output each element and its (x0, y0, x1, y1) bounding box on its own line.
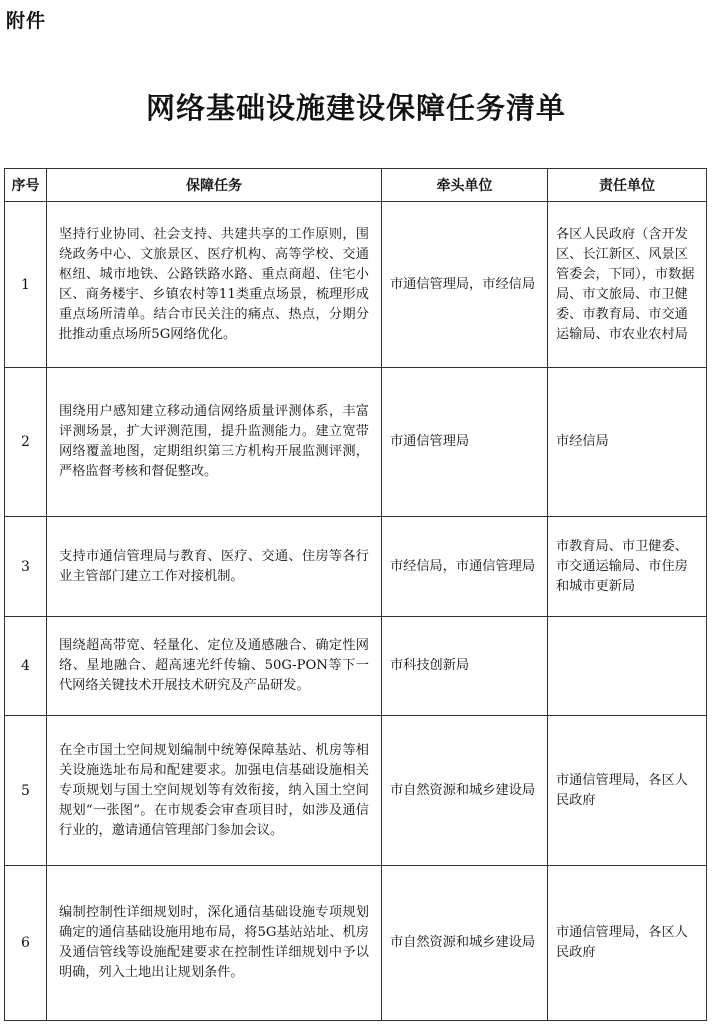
table-header-row (5, 169, 707, 202)
column-header-number: 序号 (5, 169, 47, 202)
lead-unit-cell: 市科技创新局 (382, 617, 548, 716)
row-number: 3 (5, 517, 47, 617)
table-row (5, 202, 707, 368)
task-cell: 围绕用户感知建立移动通信网络质量评测体系，丰富评测场景，扩大评测范围，提升监测能力。建立宽带网络覆盖地图，定期组织第三方机构开展监测评测，严格监督考核和督促整改。 (47, 368, 382, 517)
responsible-unit-cell: 市经信局 (548, 368, 707, 517)
responsible-unit-cell: 各区人民政府（含开发区、长江新区、风景区管委会，下同），市数据局、市文旅局、市卫健委、市教育局、市交通运输局、市农业农村局 (548, 202, 707, 368)
column-header-task: 保障任务 (47, 169, 382, 202)
responsible-unit-cell (548, 617, 707, 716)
task-cell: 坚持行业协同、社会支持、共建共享的工作原则，围绕政务中心、文旅景区、医疗机构、高等学校、交通枢纽、城市地铁、公路铁路水路、重点商超、住宅小区、商务楼宇、乡镇农村等11类重点场景，梳理形成重点场所清单。结合市民关注的痛点、热点，分期分批推动重点场所5G网络优化。 (47, 202, 382, 368)
lead-unit-cell: 市经信局，市通信管理局 (382, 517, 548, 617)
task-cell: 围绕超高带宽、轻量化、定位及通感融合、确定性网络、星地融合、超高速光纤传输、50G-PON等下一代网络关键技术开展技术研究及产品研发。 (47, 617, 382, 716)
table-row (5, 716, 707, 866)
responsible-unit-cell: 市通信管理局，各区人民政府 (548, 716, 707, 866)
table-row (5, 866, 707, 1021)
row-number: 2 (5, 368, 47, 517)
document-title: 网络基础设施建设保障任务清单 (145, 91, 566, 125)
task-cell: 在全市国土空间规划编制中统筹保障基站、机房等相关设施选址布局和配建要求。加强电信基础设施相关专项规划与国土空间规划等有效衔接，纳入国土空间规划“一张图”。在市规委会审查项目时，如涉及通信行业的，邀请通信管理部门参加会议。 (47, 716, 382, 866)
row-number: 6 (5, 866, 47, 1021)
responsible-unit-cell: 市教育局、市卫健委、市交通运输局、市住房和城市更新局 (548, 517, 707, 617)
lead-unit-cell: 市通信管理局 (382, 368, 548, 517)
lead-unit-cell: 市通信管理局，市经信局 (382, 202, 548, 368)
lead-unit-cell: 市自然资源和城乡建设局 (382, 866, 548, 1021)
column-header-responsible-unit: 责任单位 (548, 169, 707, 202)
task-cell: 支持市通信管理局与教育、医疗、交通、住房等各行业主管部门建立工作对接机制。 (47, 517, 382, 617)
responsible-unit-cell: 市通信管理局，各区人民政府 (548, 866, 707, 1021)
row-number: 1 (5, 202, 47, 368)
table-row (5, 368, 707, 517)
task-table (4, 168, 707, 1021)
lead-unit-cell: 市自然资源和城乡建设局 (382, 716, 548, 866)
table-row (5, 617, 707, 716)
column-header-lead-unit: 牵头单位 (382, 169, 548, 202)
row-number: 5 (5, 716, 47, 866)
task-cell: 编制控制性详细规划时，深化通信基础设施专项规划确定的通信基础设施用地布局，将5G基站站址、机房及通信管线等设施配建要求在控制性详细规划中予以明确，列入土地出让规划条件。 (47, 866, 382, 1021)
attachment-label: 附件 (6, 10, 47, 32)
table-row (5, 517, 707, 617)
row-number: 4 (5, 617, 47, 716)
